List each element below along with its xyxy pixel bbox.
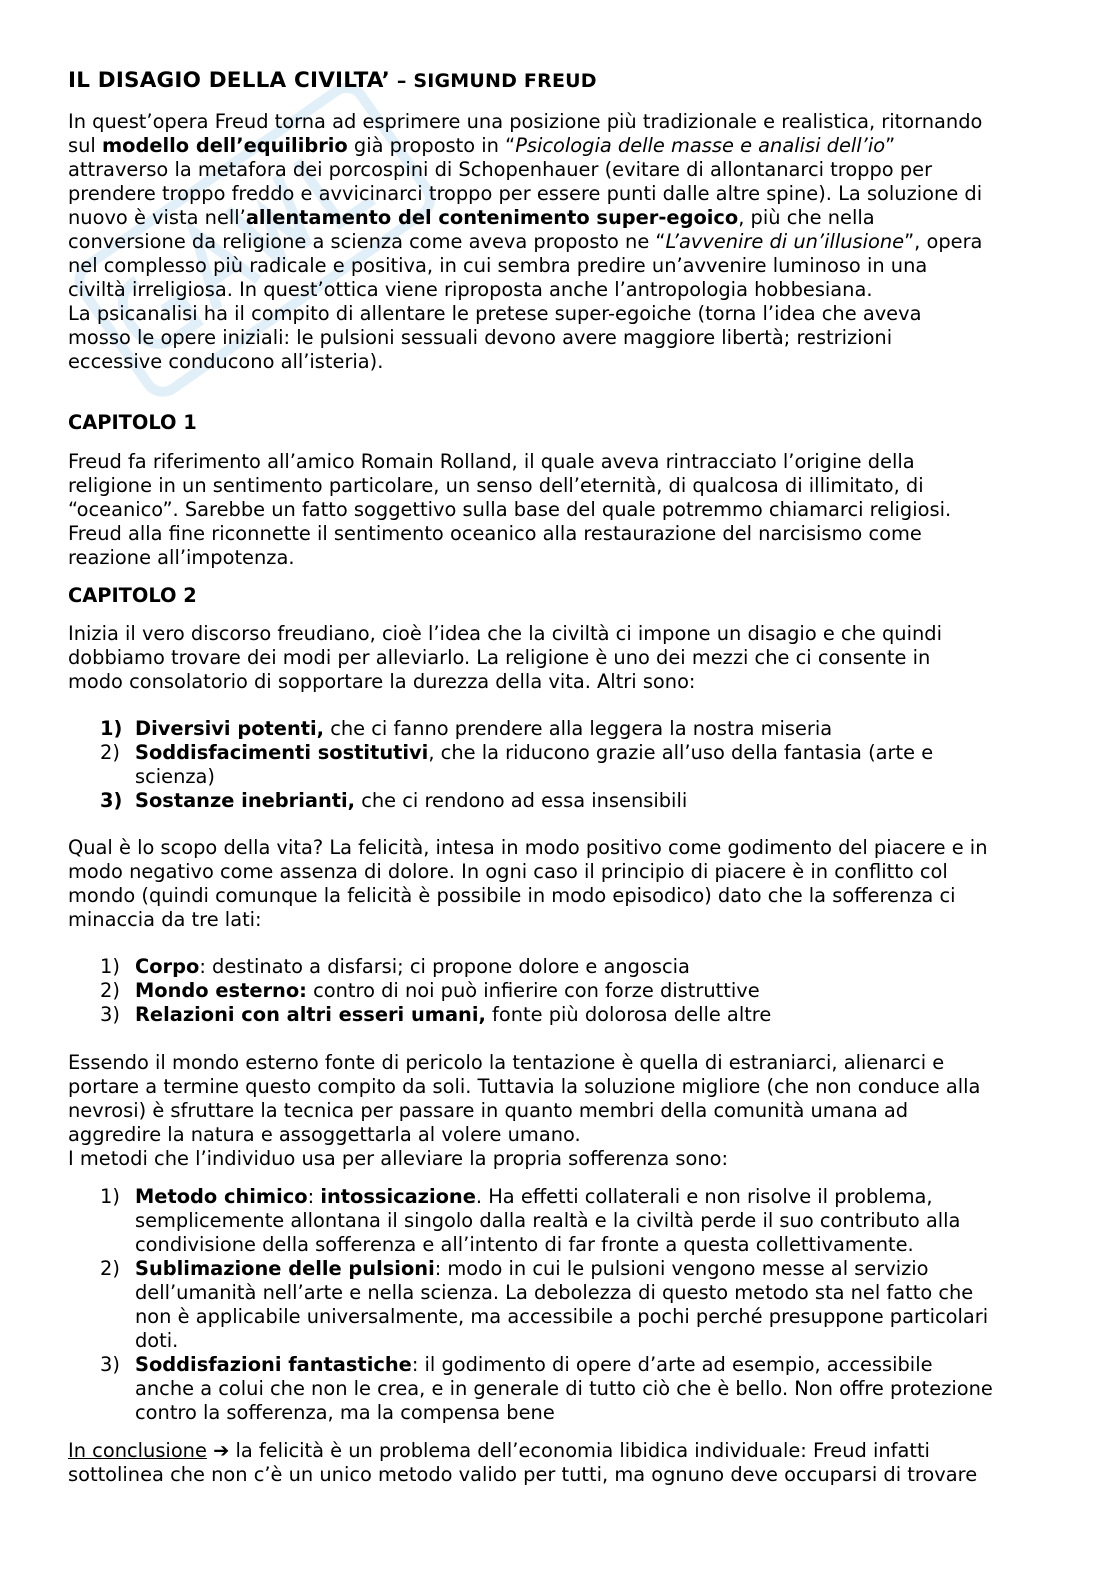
methods-list <box>100 1185 1050 1425</box>
list-number: 1) <box>100 955 120 978</box>
list-item <box>100 717 1050 741</box>
list-item <box>100 1185 1050 1257</box>
text-line: portare a termine questo compito da soli. Tuttavia la soluzione migliore (che non conduce alla <box>68 1075 981 1098</box>
italic-title: Psicologia delle masse e analisi dell’io <box>515 134 886 157</box>
text-run: ” <box>885 134 896 157</box>
text-line <box>68 206 1058 230</box>
list-number: 3) <box>100 1003 120 1026</box>
chapter-1-paragraph <box>68 450 1058 570</box>
text-run: ”, opera <box>904 230 983 253</box>
bold-term: Mondo esterno: <box>135 979 307 1002</box>
text-run: sul <box>68 134 102 157</box>
text-line: Qual è lo scopo della vita? La felicità, intesa in modo positivo come godimento del piacere e in <box>68 836 988 859</box>
text-run: nuovo è vista nell’ <box>68 206 246 229</box>
text-line: nel complesso più radicale e positiva, in cui sembra predire un’avvenire luminoso in una <box>68 254 928 277</box>
suffering-sources-list <box>100 955 1050 1027</box>
external-world-paragraph <box>68 1051 1058 1171</box>
chapter-2-heading: CAPITOLO 2 <box>68 584 197 607</box>
list-item <box>100 1257 1050 1353</box>
text-line: civiltà irreligiosa. In quest’ottica viene riproposta anche l’antropologia hobbesiana. <box>68 278 873 301</box>
chapter-2-intro-paragraph <box>68 622 1058 694</box>
text-run: che ci fanno prendere alla leggera la nostra miseria <box>324 717 833 740</box>
list-number: 2) <box>100 1257 120 1280</box>
distractions-list <box>100 717 1050 813</box>
text-run: fonte più dolorosa delle altre <box>485 1003 772 1026</box>
text-line <box>68 1439 1058 1463</box>
text-line: dobbiamo trovare dei modi per alleviarlo. La religione è uno dei mezzi che ci consente in <box>68 646 931 669</box>
text-line: modo negativo come assenza di dolore. In ogni caso il principio di piacere è in conflitto col <box>68 860 948 883</box>
intro-paragraph <box>68 110 1058 374</box>
text-run: : <box>307 1185 321 1208</box>
text-line: sottolinea che non c’è un unico metodo valido per tutti, ma ognuno deve occuparsi di trovare <box>68 1463 978 1486</box>
text-line: attraverso la metafora dei porcospini di Schopenhauer (evitare di allontanarci troppo per <box>68 158 933 181</box>
text-line: “oceanico”. Sarebbe un fatto soggettivo sulla base del quale potremmo chiamarci religiosi. <box>68 498 952 521</box>
bold-term: intossicazione <box>320 1185 476 1208</box>
text-run: dell’umanità nell’arte e nella scienza. La debolezza di questo metodo sta nel fatto che <box>135 1281 974 1304</box>
text-run: non è applicabile universalmente, ma accessibile a pochi perché presuppone particolari <box>135 1305 989 1328</box>
text-line: Freud alla fine riconnette il sentimento oceanico alla restaurazione del narcisismo come <box>68 522 922 545</box>
text-run: , che la riducono grazie all’uso della fantasia (arte e <box>428 741 934 764</box>
text-line: minaccia da tre lati: <box>68 908 262 931</box>
list-item <box>100 741 1050 789</box>
text-run: anche a colui che non le crea, e in generale di tutto ciò che è bello. Non offre protezione <box>135 1377 993 1400</box>
list-item <box>100 979 1050 1003</box>
list-number: 2) <box>100 979 120 1002</box>
bold-term: Sostanze inebrianti, <box>135 789 356 812</box>
text-line: Essendo il mondo esterno fonte di pericolo la tentazione è quella di estraniarci, alienarci e <box>68 1051 945 1074</box>
text-line: Freud fa riferimento all’amico Romain Rolland, il quale aveva rintracciato l’origine della <box>68 450 915 473</box>
text-run: condivisione della sofferenza e all’intento di far fronte a questa collettivamente. <box>135 1233 914 1256</box>
text-line: modo consolatorio di sopportare la durezza della vita. Altri sono: <box>68 670 696 693</box>
chapter-1-heading: CAPITOLO 1 <box>68 411 197 434</box>
text-run: : destinato a disfarsi; ci propone dolore e angoscia <box>199 955 690 978</box>
list-number: 3) <box>100 789 123 812</box>
text-line: aggredire la natura e assoggettarla al volere umano. <box>68 1123 581 1146</box>
text-run: : il godimento di opere d’arte ad esempio, accessibile <box>411 1353 933 1376</box>
happiness-paragraph <box>68 836 1058 932</box>
text-line: Inizia il vero discorso freudiano, cioè l’idea che la civiltà ci impone un disagio e che quindi <box>68 622 942 645</box>
text-line: religione in un sentimento particolare, un senso dell’eternità, di qualcosa di illimitato, di <box>68 474 924 497</box>
text-line: mosso le opere iniziali: le pulsioni sessuali devono avere maggiore libertà; restrizioni <box>68 326 893 349</box>
text-run: contro di noi può infierire con forze distruttive <box>306 979 760 1002</box>
text-run: scienza) <box>135 765 215 788</box>
bold-term: Soddisfazioni fantastiche <box>135 1353 412 1376</box>
bold-term: Diversivi potenti, <box>135 717 325 740</box>
list-item <box>100 1003 1050 1027</box>
bold-term: Corpo <box>135 955 200 978</box>
text-line <box>68 134 1058 158</box>
list-item <box>100 789 1050 813</box>
list-number: 1) <box>100 717 123 740</box>
text-run: contro la sofferenza, ma la compensa bene <box>135 1401 555 1424</box>
text-line <box>68 230 1058 254</box>
text-run: la felicità è un problema dell’economia libidica individuale: Freud infatti <box>229 1439 930 1462</box>
text-run: , più che nella <box>738 206 875 229</box>
title-author: SIGMUND FREUD <box>413 70 597 92</box>
text-run: semplicemente allontana il singolo dalla realtà e la civiltà perde il suo contributo alla <box>135 1209 961 1232</box>
document-title <box>68 68 1058 94</box>
text-run: : modo in cui le pulsioni vengono messe al servizio <box>434 1257 929 1280</box>
list-number: 2) <box>100 741 120 764</box>
text-run: conversione da religione a scienza come aveva proposto ne “ <box>68 230 666 253</box>
list-number: 1) <box>100 1185 120 1208</box>
list-item <box>100 955 1050 979</box>
italic-title: L’avvenire di un’illusione <box>665 230 905 253</box>
list-item <box>100 1353 1050 1425</box>
bold-term: Sublimazione delle pulsioni <box>135 1257 435 1280</box>
underlined-label: In conclusione <box>68 1439 207 1462</box>
title-separator: – <box>390 70 414 92</box>
bold-term: Soddisfacimenti sostitutivi <box>135 741 429 764</box>
list-number: 3) <box>100 1353 120 1376</box>
text-line: nevrosi) è sfruttare la tecnica per passare in quanto membri della comunità umana ad <box>68 1099 909 1122</box>
bold-term: Metodo chimico <box>135 1185 308 1208</box>
bold-term: allentamento del contenimento super-egoico <box>245 206 739 229</box>
text-run: . Ha effetti collaterali e non risolve il problema, <box>475 1185 933 1208</box>
text-line: prendere troppo freddo e avvicinarci troppo per essere punti dalle altre spine). La soluzione di <box>68 182 983 205</box>
conclusion-paragraph <box>68 1439 1058 1487</box>
text-run: doti. <box>135 1329 179 1352</box>
text-line: mondo (quindi comunque la felicità è possibile in modo episodico) dato che la sofferenza ci <box>68 884 956 907</box>
text-line: eccessive conducono all’isteria). <box>68 350 384 373</box>
title-main: IL DISAGIO DELLA CIVILTA’ <box>68 68 391 93</box>
arrow-right-icon: ➔ <box>213 1439 230 1462</box>
text-line: I metodi che l’individuo usa per alleviare la propria sofferenza sono: <box>68 1147 729 1170</box>
text-line: In quest’opera Freud torna ad esprimere una posizione più tradizionale e realistica, ritornando <box>68 110 983 133</box>
bold-term: Relazioni con altri esseri umani, <box>135 1003 486 1026</box>
bold-term: modello dell’equilibrio <box>101 134 348 157</box>
text-line: reazione all’impotenza. <box>68 546 295 569</box>
text-run: che ci rendono ad essa insensibili <box>355 789 688 812</box>
text-line: La psicanalisi ha il compito di allentare le pretese super-egoiche (torna l’idea che aveva <box>68 302 922 325</box>
text-run: già proposto in “ <box>347 134 516 157</box>
